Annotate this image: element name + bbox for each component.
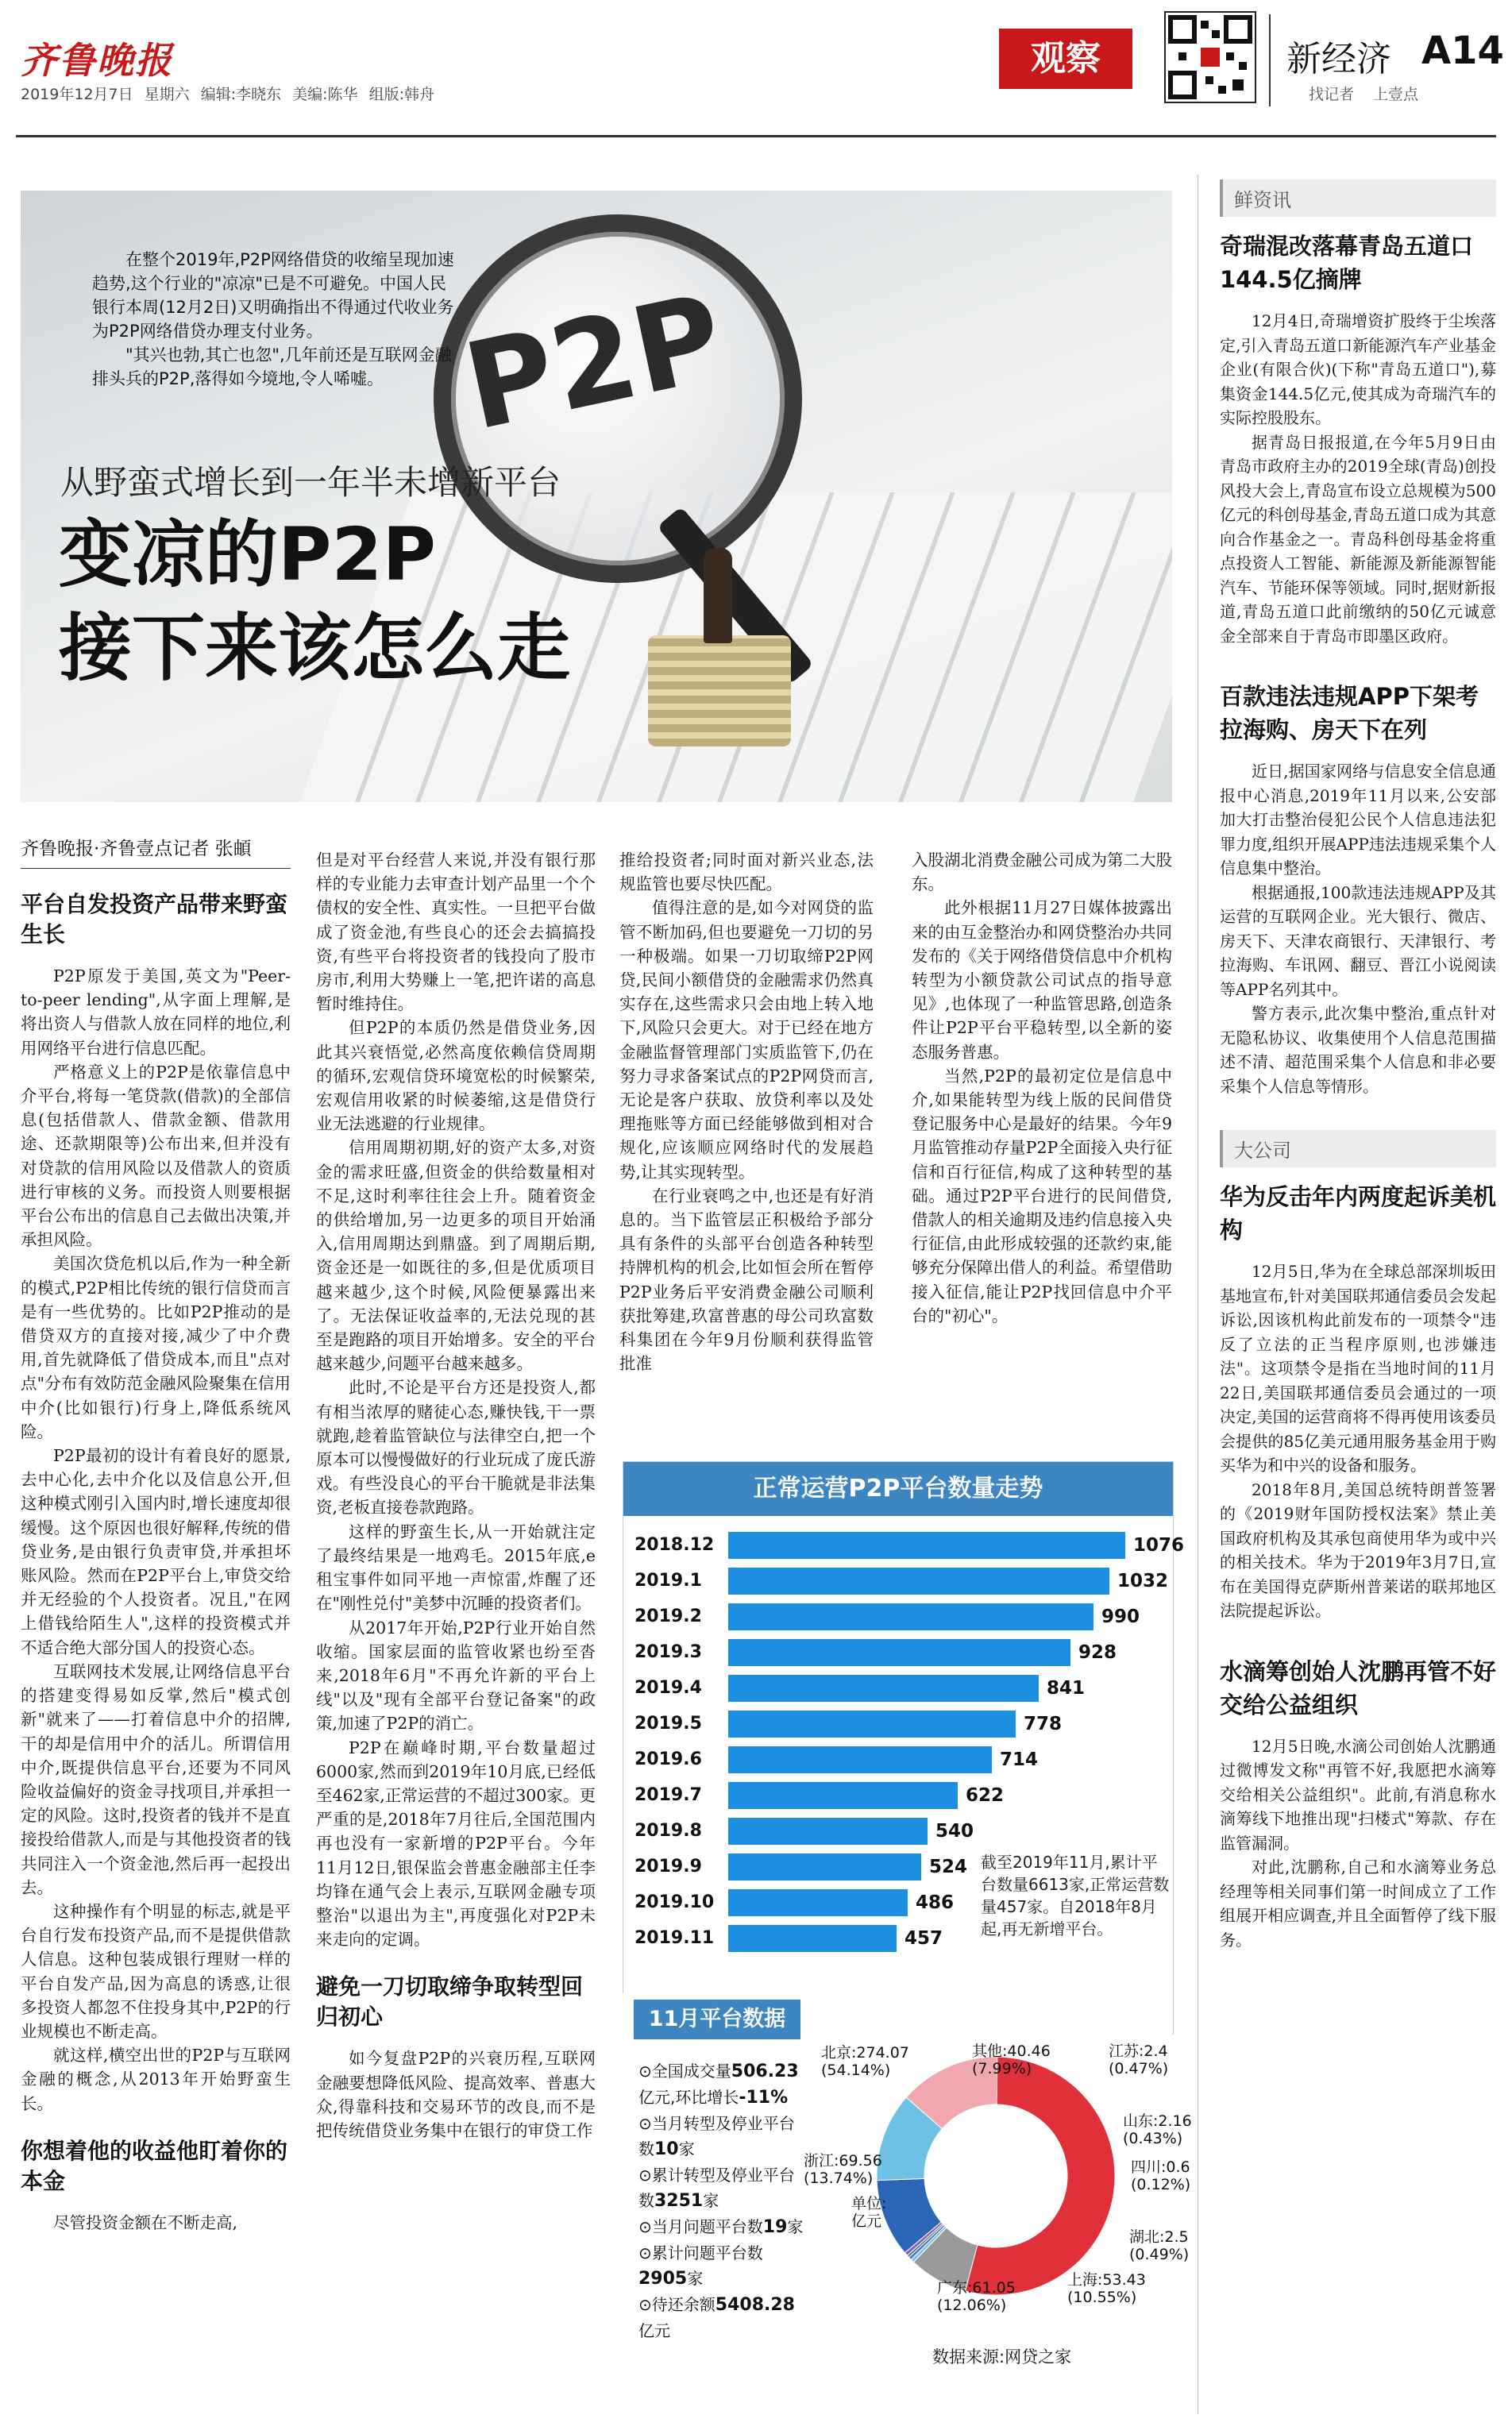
stat-label: ⊙累计转型及停业平台数: [638, 2166, 795, 2210]
bar-row: [634, 1564, 1167, 1598]
column-body: [619, 848, 874, 1375]
paragraph: 近日,据国家网络与信息安全信息通报中心消息,2019年11月以来,公安部加大打击整治侵犯公民个人信息违法犯罪力度,组织开展APP违法违规采集个人信息集中整治。: [1220, 762, 1496, 878]
stat-suffix: 家: [787, 2217, 804, 2236]
paragraph: 这样的野蛮生长,从一开始就注定了最终结果是一地鸡毛。2015年底,e租宝事件如同平地一声惊雷,炸醒了还在"刚性兑付"美梦中沉睡的投资者们。: [316, 1522, 596, 1614]
hero-image-text: P2P: [453, 268, 735, 457]
dateline: 2019年12月7日 星期六 编辑:李晓东 美编:陈华 组版:韩舟: [21, 86, 434, 103]
bar-category-label: 2018.12: [634, 1535, 715, 1555]
sidebar-news: [1220, 179, 1496, 1952]
stat-value: 3251: [654, 2191, 704, 2211]
paragraph: 就这样,横空出世的P2P与互联网金融的概念,从2013年开始野蛮生长。: [21, 2046, 291, 2113]
paragraph: P2P原发于美国,英文为"Peer-to-peer lending",从字面上理解,是将出资人与借款人放在同样的地位,利用网络平台进行信息匹配。: [21, 966, 291, 1058]
bar-value-label: 928: [1078, 1642, 1117, 1663]
bar-row: [634, 1636, 1167, 1669]
coins-illustration: [648, 635, 791, 746]
platform-count-chart: [623, 1461, 1185, 2035]
bar-category-label: 2019.9: [634, 1857, 702, 1877]
slice-label: 江苏:2.4 (0.47%): [1109, 2042, 1169, 2077]
paragraph: 2018年8月,美国总统特朗普签署的《2019财年国防授权法案》禁止美国政府机构及其承包商使用华为或中兴的相关技术。华为于2019年3月7日,宣布在美国得克萨斯州普莱诺的联邦地区法院提起诉讼。: [1220, 1479, 1496, 1620]
bar-row: [634, 1529, 1185, 1562]
bar-value-label: 990: [1101, 1607, 1140, 1627]
bar: [728, 1853, 921, 1880]
stat-suffix: 家: [678, 2139, 695, 2158]
newspaper-logo: 齐鲁晚报: [21, 39, 173, 82]
page-number: A14: [1421, 29, 1504, 73]
column-body: [316, 2046, 596, 2143]
bar-value-label: 524: [929, 1857, 968, 1877]
panel-tab: 11月平台数据: [634, 2000, 800, 2039]
slice-label: 广东:61.05 (12.06%): [937, 2279, 1016, 2314]
paragraph: 互联网技术发展,让网络信息平台的搭建变得易如反掌,然后"模式创新"就来了——打着信息中介的招牌,干的却是信用中介的活儿。所谓信用中介,既提供信息平台,还要为不同风险收益偏好的资金寻找项目,并承担一定的风险。这时,投资者的钱并不是直接投给借款人,而是与其他投资者的钱共同注入一个资金池,然后再一起投出去。: [21, 1661, 291, 1897]
paragraph: 根据通报,100款违法违规APP及其运营的互联网企业。光大银行、微店、房天下、天津农商银行、天津银行、考拉海购、车讯网、翻豆、晋江小说阅读等APP名列其中。: [1220, 882, 1496, 999]
bar-value-label: 778: [1024, 1714, 1063, 1734]
bar-category-label: 2019.1: [634, 1571, 702, 1591]
bar-value-label: 1076: [1133, 1535, 1185, 1556]
paragraph: 对此,沈鹏称,自己和水滴筹业务总经理等相关同事们第一时间成立了工作组展开相应调查,并且全面暂停了线下服务。: [1220, 1857, 1496, 1950]
hero-image: [21, 191, 1172, 802]
news-body: [1220, 309, 1496, 648]
chart-note: 截至2019年11月,累计平台数量6613家,正常运营数量457家。自2018年8月起,再无新增平台。: [981, 1853, 1170, 1938]
reporter-slogan: 找记者 上壹点: [1309, 86, 1419, 103]
article-column-4: [912, 848, 1172, 1328]
article-column-3: [619, 848, 874, 1375]
stat-label: ⊙当月转型及停业平台数: [638, 2114, 795, 2158]
hero-intro: [92, 248, 457, 391]
sidebar-label: 大公司: [1220, 1130, 1496, 1167]
stat-suffix: 家: [703, 2191, 719, 2210]
bar-category-label: 2019.10: [634, 1892, 715, 1912]
stat-label: ⊙全国成交量: [638, 2062, 731, 2081]
news-headline: 华为反击年内两度起诉美机构: [1220, 1183, 1497, 1244]
hero-intro-paragraph: "其兴也勃,其亡也忽",几年前还是互联网金融排头兵的P2P,落得如今境地,令人唏嘘。: [92, 345, 452, 388]
news-headline: 百款违法违规APP下架考拉海购、房天下在列: [1220, 683, 1479, 743]
qr-code-icon: [1164, 11, 1256, 103]
bar-value-label: 622: [966, 1785, 1005, 1806]
stat-extra: -11%: [739, 2088, 789, 2108]
paragraph: 此时,不论是平台方还是投资人,都有相当浓厚的赌徒心态,赚快钱,干一票就跑,趁着监管缺位与法律空白,把一个原本可以慢慢做好的行业玩成了庞氏游戏。有些没良心的平台干脆就是非法集资,老板直接卷款跑路。: [316, 1378, 596, 1518]
stat-label: ⊙待还余额: [638, 2295, 716, 2314]
bar-value-label: 1032: [1117, 1571, 1169, 1591]
slice-label: 上海:53.43 (10.55%): [1067, 2271, 1146, 2306]
stat-label: ⊙累计问题平台数: [638, 2243, 763, 2262]
bar-value-label: 486: [916, 1892, 955, 1913]
column-body: [316, 848, 596, 1951]
paragraph: 在行业衰鸣之中,也还是有好消息的。当下监管层正积极给予部分具有条件的头部平台创造各种转型持牌机构的机会,比如恒会所在暂停P2P业务后平安消费金融公司顺利获批筹建,玖富普惠的母公司玖富数科集团在今年9月份顺利获得监管批准: [619, 1186, 874, 1374]
bar-category-label: 2019.8: [634, 1821, 702, 1841]
paragraph: 但P2P的本质仍然是借贷业务,因此其兴衰悟觉,必然高度依赖信贷周期的循环,宏观信贷环境宽松的时候繁荣,宏观信用收紧的时候萎缩,这是借贷行业无法逃避的行业规律。: [316, 1018, 596, 1134]
section-name: 新经济: [1286, 39, 1391, 79]
paragraph: 美国次贷危机以后,作为一种全新的模式,P2P相比传统的银行信贷而言是有一些优势的。比如P2P推动的是借贷双方的直接对接,减少了中介费用,首先就降低了借贷成本,而且"点对点"分布有效防范金融风险聚集在信用中介(比如银行)行身上,降低系统风险。: [21, 1254, 291, 1441]
section-subhead: 你想着他的收益他盯着你的本金: [21, 2137, 288, 2194]
news-body: [1220, 1259, 1496, 1623]
bar-category-label: 2019.3: [634, 1642, 702, 1662]
paragraph: 12月5日晚,水滴公司创始人沈鹏通过微博发文称"再管不好,我愿把水滴筹交给相关公益组织"。此前,有消息称水滴筹线下地推出现"扫楼式"筹款、存在监管漏洞。: [1220, 1736, 1496, 1853]
bar: [728, 1782, 958, 1809]
bar: [728, 1532, 1125, 1559]
headline: [59, 508, 570, 696]
slice-label: 四川:0.6 (0.12%): [1131, 2158, 1191, 2193]
stat-value: 2905: [638, 2269, 688, 2289]
hero-intro-paragraph: 在整个2019年,P2P网络借贷的收缩呈现加速趋势,这个行业的"凉凉"已是不可避免。中国人民银行本周(12月2日)又明确指出不得通过代收业务为P2P网络借贷办理支付业务。: [92, 250, 454, 341]
bar-category-label: 2019.4: [634, 1678, 702, 1698]
bar: [728, 1568, 1109, 1595]
bar-row: [634, 1672, 1167, 1705]
column-body: [21, 2211, 291, 2235]
paragraph: P2P最初的设计有着良好的愿景,去中心化,去中介化以及信息公开,但这种模式刚引入国内时,增长速度却很缓慢。这个原因也很好解释,传统的借贷业务,是由银行负责审贷,并承担坏账风险。然而在P2P平台上,审贷交给并无经验的个人投资者。况且,"在网上借钱给陌生人",这样的投资模式并不适合绝大部分国人的投资心态。: [21, 1446, 291, 1657]
news-headline: 水滴筹创始人沈鹏再管不好交给公益组织: [1220, 1657, 1497, 1718]
stat-value: 5408.28: [715, 2295, 795, 2315]
bar: [728, 1675, 1039, 1702]
paragraph: 从2017年开始,P2P行业开始自然收缩。国家层面的监管收紧也纷至沓来,2018年6月"不再允许新的平台上线"以及"现有全部平台登记备案"的政策,加速了P2P的消亡。: [316, 1618, 596, 1734]
bar-row: [634, 1707, 1167, 1741]
bar-category-label: 2019.6: [634, 1749, 702, 1769]
stat-suffix: 家: [687, 2269, 704, 2288]
bar: [728, 1711, 1016, 1738]
paragraph: 据青岛日报报道,在今年5月9日由青岛市政府主办的2019全球(青岛)创投风投大会上,青岛宣布设立总规模为500亿元的科创母基金,青岛五道口成为其意向合作基金之一。青岛科创母基金将重点投资人工智能、新能源及新能源智能汽车、节能环保等领域。同时,据财新报道,青岛五道口此前缴纳的50亿元诚意金全部来自于青岛市即墨区政府。: [1220, 432, 1496, 646]
sidebar-label: 鲜资讯: [1220, 179, 1496, 217]
paragraph: 12月5日,华为在全球总部深圳坂田基地宣布,针对美国联邦通信委员会发起诉讼,因该机构此前发布的一项禁令"违反了立法的正当程序原则,也涉嫌违法"。这项禁令是指在当地时间的11月22日,美国联邦通信委员会通过的一项决定,美国的运营商将不得再使用该委员会提供的85亿美元通用服务基金用于购买华为和中兴的设备和服务。: [1220, 1262, 1496, 1475]
news-body: [1220, 759, 1496, 1098]
paragraph: 警方表示,此次集中整治,重点针对无隐私协议、收集使用个人信息范围描述不清、超范围采集个人信息和非必要采集个人信息等情形。: [1220, 1004, 1496, 1096]
paragraph: 值得注意的是,如今对网贷的监管不断加码,但也要避免一刀切的另一种极端。如果一刀切取缔P2P网贷,民间小额借贷的金融需求仍然真实存在,这些需求只会由地上转入地下,风险只会更大。对于已经在地方金融监督管理部门实质监管下,仍在努力寻求备案试点的P2P网贷而言,无论是客户获取、放贷利率以及处理拖账等方面已经能够做到相对合规化,应该顺应网络时代的发展趋势,让其实现转型。: [619, 898, 874, 1182]
section-subhead: 避免一刀切取缔争取转型回归初心: [316, 1973, 584, 2031]
section-subhead: 平台自发投资产品带来野蛮生长: [21, 891, 288, 947]
news-body: [1220, 1734, 1496, 1953]
bar: [728, 1818, 928, 1845]
unit-label: 单位: 亿元: [851, 2195, 887, 2230]
headline-line: 接下来该怎么走: [59, 606, 571, 691]
header-divider: [1269, 14, 1271, 106]
bar-row: [634, 1600, 1167, 1634]
bar: [728, 1889, 908, 1916]
stat-label: ⊙当月问题平台数: [638, 2217, 763, 2236]
column-body: [912, 848, 1172, 1328]
monthly-data-panel: [623, 1993, 1192, 2366]
bar-row: [634, 1815, 1167, 1848]
paragraph: 当然,P2P的最初定位是信息中介,如果能转型为线上版的民间借贷登记服务中心是最好的结果。今年9月监管推动存量P2P全面接入央行征信和百行征信,构成了这种转型的基础。通过P2P平台进行的民间借贷,借款人的相关逾期及违约信息接入央行征信,由此形成较强的还款约束,能够充分保障出借人的利益。希望借助接入征信,能让P2P找回信息中介平台的"初心"。: [912, 1066, 1172, 1325]
bar-value-label: 457: [904, 1928, 943, 1949]
bar-value-label: 841: [1047, 1678, 1086, 1699]
headline-line: 变凉的P2P: [59, 512, 436, 597]
bar-category-label: 2019.2: [634, 1607, 702, 1626]
slice-label: 山东:2.16 (0.43%): [1123, 2112, 1192, 2147]
bar-row: [634, 1743, 1167, 1776]
paragraph: 入股湖北消费金融公司成为第二大股东。: [912, 851, 1172, 894]
bar: [728, 1746, 992, 1773]
paragraph: 信用周期初期,好的资产太多,对资金的需求旺盛,但资金的供给数量相对不足,这时利率往往会上升。随着资金的供给增加,另一边更多的项目开始涌入,信用周期达到鼎盛。到了周期后期,资金还是一如既往的多,但是优质项目越来越少,这个时候,风险便暴露出来了。无法保证收益率的,无法兑现的甚至是跑路的项目开始增多。安全的平台越来越少,问题平台越来越多。: [316, 1138, 596, 1374]
slice-label: 湖北:2.5 (0.49%): [1129, 2228, 1190, 2263]
bar-value-label: 714: [1000, 1749, 1039, 1770]
paragraph: 推给投资者;同时面对新兴业态,法规监管也要尽快匹配。: [619, 851, 874, 894]
slice-label: 北京:274.07 (54.14%): [821, 2044, 909, 2079]
bar-row: [634, 1779, 1167, 1812]
stat-value: 10: [654, 2139, 679, 2159]
paragraph: P2P在巅峰时期,平台数量超过6000家,然而到2019年10月底,已经低至462家,正常运营的不超过300家。更严重的是,2018年7月往后,全国范围内再也没有一家新增的P2P平台。今年11月12日,银保监会普惠金融部主任李均锋在通气会上表示,互联网金融专项整治"以退出为主",再度强化对P2P未来走向的定调。: [316, 1738, 596, 1950]
paragraph: 但是对平台经营人来说,并没有银行那样的专业能力去审查计划产品里一个个债权的安全性、真实性。一旦把平台做成了资金池,有些良心的还会去搞搞投资,有些平台将投资者的钱投向了股市房市,利用大势赚上一笔,把许诺的高息暂时维持住。: [316, 851, 596, 1014]
paragraph: 尽管投资金额在不断走高,: [53, 2212, 238, 2232]
paragraph: 这种操作有个明显的标志,就是平台自行发布投资产品,而不是提供借款人信息。这种包装成银行理财一样的平台自发产品,因为高息的诱惑,让很多投资人都忽不住投身其中,P2P的行业规模也不断走高。: [21, 1901, 291, 2041]
paragraph: 此外根据11月27日媒体披露出来的由互金整治办和网贷整治办共同发布的《关于网络借贷信息中介机构转型为小额贷款公司试点的指导意见》,也体现了一种监管思路,创造条件让P2P平台平稳转型,以全新的姿态服务普惠。: [912, 898, 1172, 1062]
slice-label: 其他:40.46 (7.99%): [972, 2042, 1051, 2077]
bar: [728, 1925, 897, 1952]
data-source: 数据来源:网贷之家: [932, 2347, 1072, 2366]
section-tag: 观察: [999, 29, 1132, 89]
bar-value-label: 540: [935, 1821, 974, 1842]
article-column-1: [21, 834, 291, 2235]
bar: [728, 1639, 1070, 1666]
news-headline: 奇瑞混改落幕青岛五道口144.5亿摘牌: [1220, 233, 1474, 293]
byline: 齐鲁晚报·齐鲁壹点记者 张頔: [21, 834, 291, 869]
hero-subtitle: 从野蛮式增长到一年半未增新平台: [60, 463, 561, 502]
header-rule: [16, 135, 1496, 137]
article-column-2: [316, 848, 596, 2143]
figure-illustration: [704, 548, 732, 643]
stat-value: 506.23: [731, 2062, 799, 2081]
stat-suffix: 亿元: [638, 2321, 670, 2340]
paragraph: 如今复盘P2P的兴衰历程,互联网金融要想降低风险、提高效率、普惠大众,得靠科技和交易环节的改良,而不是把传统借贷业务集中在银行的审贷工作: [316, 2049, 596, 2140]
bar-category-label: 2019.5: [634, 1714, 702, 1734]
paragraph: 12月4日,奇瑞增资扩股终于尘埃落定,引入青岛五道口新能源汽车产业基金企业(有限合伙)(下称"青岛五道口"),募集资金144.5亿元,使其成为奇瑞汽车的实际控股股东。: [1220, 311, 1496, 427]
stat-value: 19: [762, 2217, 788, 2237]
paragraph: 严格意义上的P2P是依靠信息中介平台,将每一笔贷款(借款)的全部信息(包括借款人、借款金额、借款用途、还款期限等)公布出来,但并没有对贷款的信用风险以及借款人的资质进行审核的义务。而投资人则要根据平台公布出的信息自己去做出决策,并承担风险。: [21, 1062, 291, 1250]
slice-label: 浙江:69.56 (13.74%): [804, 2152, 882, 2187]
bar-category-label: 2019.7: [634, 1785, 702, 1805]
column-body: [21, 964, 291, 2116]
bar: [728, 1603, 1094, 1630]
bar-category-label: 2019.11: [634, 1928, 715, 1948]
stat-suffix: 亿元,环比增长: [638, 2088, 739, 2107]
chart-title: 正常运营P2P平台数量走势: [623, 1462, 1173, 1516]
